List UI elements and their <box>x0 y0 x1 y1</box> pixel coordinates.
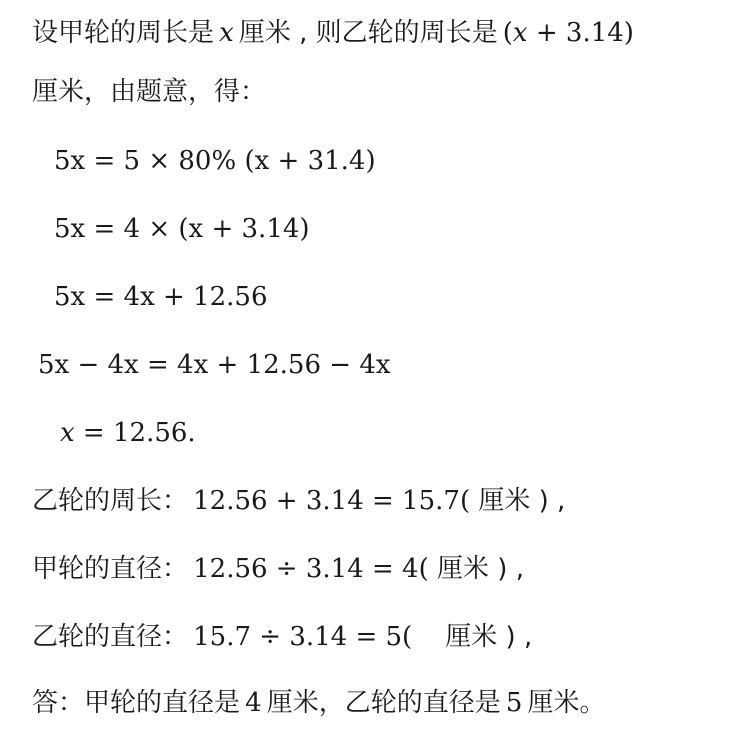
equation-rhs: = 4x + 12.56 − 4x <box>138 350 391 380</box>
answer-prefix: 答：甲轮的直径是 <box>32 688 241 718</box>
equation-2 <box>54 216 310 242</box>
result-label: 乙轮的周长： <box>32 486 189 516</box>
result-label: 乙轮的直径： <box>32 622 189 652</box>
result-label: 甲轮的直径： <box>32 554 189 584</box>
result-math: 15.7 ÷ 3.14 = 5( <box>193 622 413 652</box>
result-math: 12.56 + 3.14 = 15.7( <box>193 486 471 516</box>
result-a-diameter <box>32 556 524 582</box>
result-b-circumference <box>32 488 565 514</box>
answer-line <box>32 690 606 716</box>
equation-3 <box>54 284 268 310</box>
equation-rhs: = 4x + 12.56 <box>85 282 268 312</box>
answer-suffix: 厘米。 <box>527 688 606 718</box>
intro-line-1 <box>32 20 634 46</box>
variable-x: x <box>219 18 234 48</box>
equation-lhs: 5x − 4x <box>38 350 139 380</box>
expr-var: x <box>512 18 528 48</box>
equation-lhs: x <box>60 418 75 448</box>
result-b-diameter <box>32 624 532 650</box>
equation-rhs: = 4 × (x + 3.14) <box>85 214 310 244</box>
intro-mid-text: 厘米 , 则乙轮的周长是 <box>238 18 498 48</box>
equation-lhs: 5x <box>54 146 86 176</box>
result-unit: 厘米 ) , <box>470 486 566 516</box>
answer-b-number: 5 <box>505 688 523 718</box>
equation-rhs: = 12.56. <box>74 418 196 448</box>
equation-5 <box>60 420 196 446</box>
answer-a-number: 4 <box>245 688 262 718</box>
equation-4 <box>38 352 391 378</box>
result-math: 12.56 ÷ 3.14 = 4( <box>193 554 429 584</box>
equation-rhs: = 5 × 80% (x + 31.4) <box>85 146 376 176</box>
answer-mid: 厘米，乙轮的直径是 <box>266 688 501 718</box>
result-unit: 厘米 ) , <box>412 622 533 652</box>
equation-1 <box>54 148 376 174</box>
equation-lhs: 5x <box>54 282 86 312</box>
result-unit: 厘米 ) , <box>428 554 524 584</box>
equation-lhs: 5x <box>54 214 86 244</box>
intro-text: 设甲轮的周长是 <box>32 18 215 48</box>
expr-rest: + 3.14) <box>527 18 634 48</box>
expr-open: ( <box>502 18 513 48</box>
intro-line-2: 厘米，由题意，得： <box>32 77 267 107</box>
